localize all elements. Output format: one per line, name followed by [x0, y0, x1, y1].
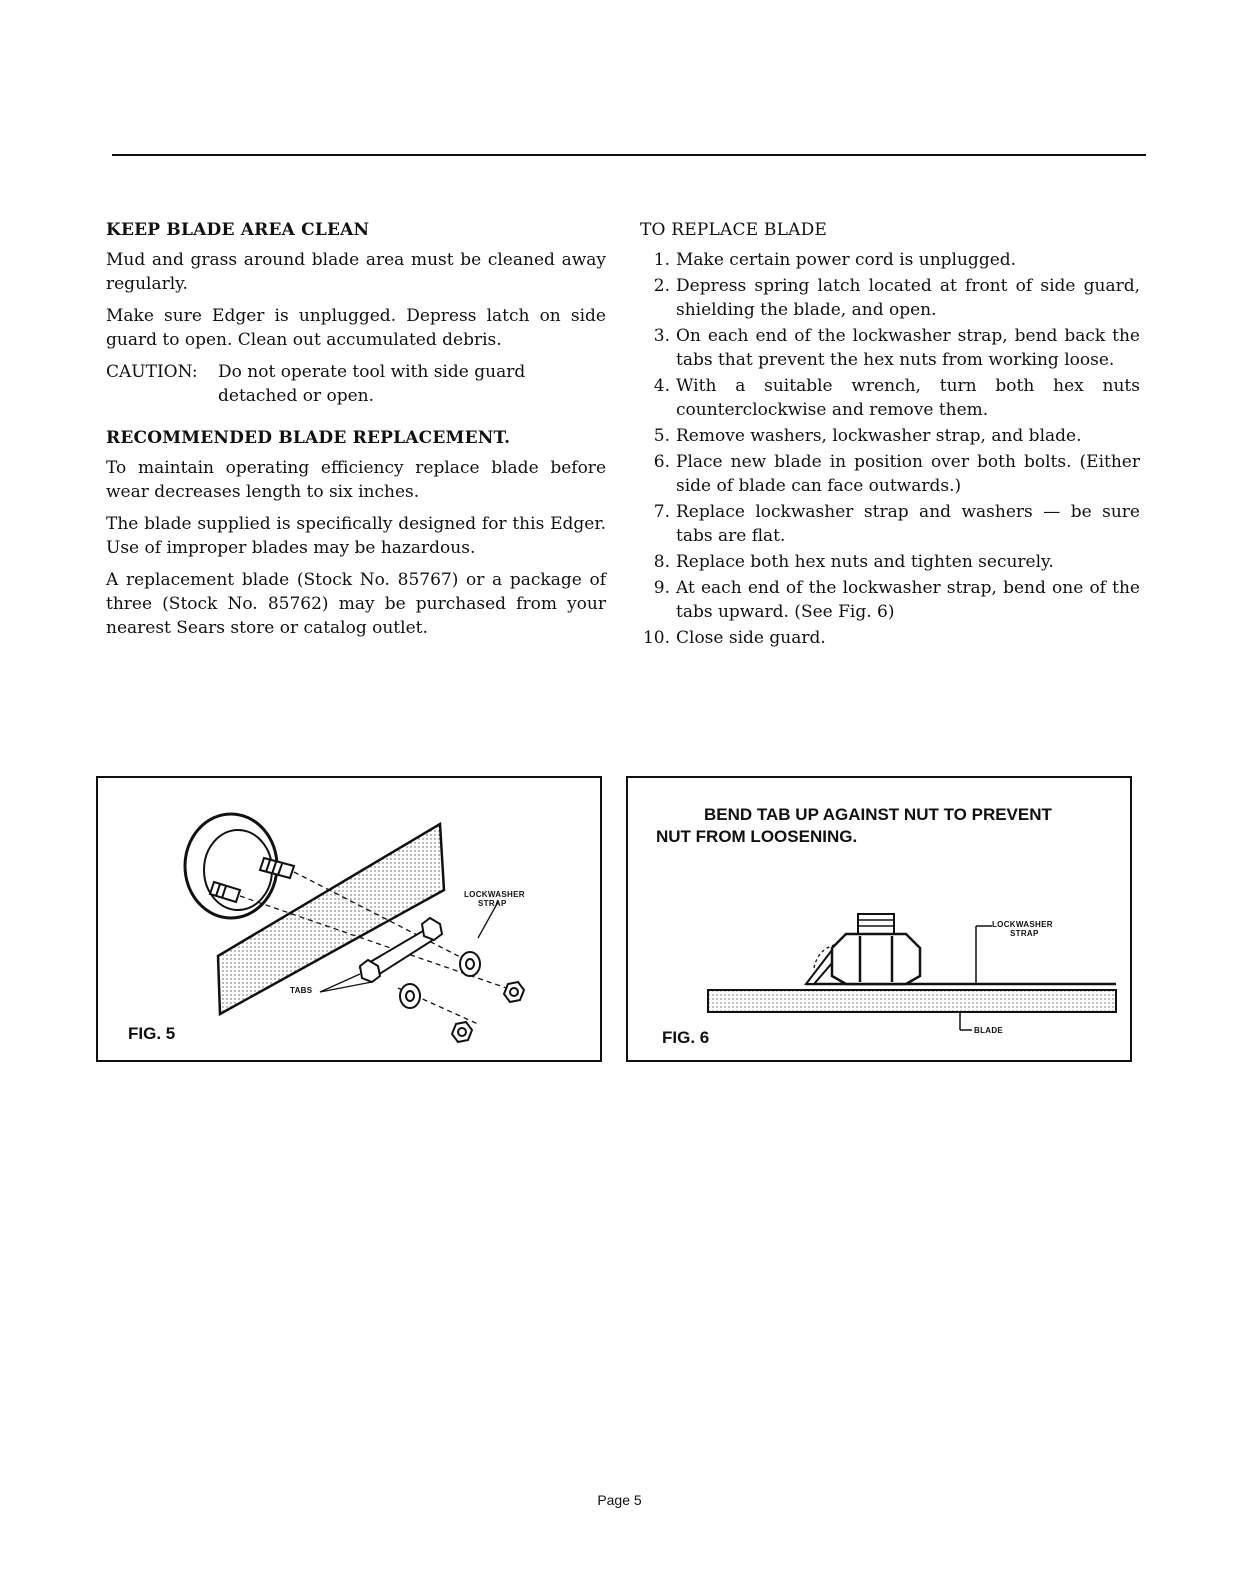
keep-paragraph-1: Mud and grass around blade area must be cleaned away regularly.	[106, 250, 606, 294]
left-column	[106, 218, 606, 648]
nut-2	[452, 1022, 472, 1042]
list-item	[640, 374, 1140, 422]
list-item	[640, 324, 1140, 372]
right-column	[640, 218, 1140, 652]
nut-1	[504, 982, 524, 1002]
step-text: On each end of the lockwasher strap, bend back the tabs that prevent the hex nuts from working loose.	[676, 326, 1140, 370]
step-text: At each end of the lockwasher strap, bend one of the tabs upward. (See Fig. 6)	[676, 578, 1140, 622]
lockwasher-label-line-2: STRAP	[478, 899, 507, 908]
caution-label: CAUTION:	[106, 362, 198, 382]
bolt-thread	[858, 914, 894, 934]
step-text: Place new blade in position over both bolts. (Either side of blade can face outwards.)	[676, 452, 1140, 496]
step-text: Remove washers, lockwasher strap, and blade.	[676, 426, 1082, 446]
recommended-paragraph-2: The blade supplied is specifically designed for this Edger. Use of improper blades may be hazardous.	[106, 514, 606, 558]
washer-2	[400, 984, 420, 1008]
step-text: Replace lockwasher strap and washers — be sure tabs are flat.	[676, 502, 1140, 546]
blade-bar	[708, 990, 1116, 1012]
lockwasher-label-line-1: LOCKWASHER	[992, 920, 1053, 929]
list-item	[640, 500, 1140, 548]
step-number: 7.	[653, 502, 670, 522]
page-number: Page 5	[597, 1492, 642, 1508]
recommended-paragraph-1: To maintain operating efficiency replace blade before wear decreases length to six inches.	[106, 458, 606, 502]
list-item	[640, 424, 1140, 448]
step-number: 2.	[653, 276, 670, 296]
blade-assembly-illustration	[98, 778, 600, 1060]
recommended-heading: RECOMMENDED BLADE REPLACEMENT.	[106, 428, 511, 448]
step-number: 10.	[642, 628, 670, 648]
list-item	[640, 450, 1140, 498]
step-text: Replace both hex nuts and tighten securely.	[676, 552, 1054, 572]
lockwasher-label-line-1: LOCKWASHER	[464, 890, 525, 899]
step-text: Close side guard.	[676, 628, 826, 648]
caution-note	[106, 360, 606, 408]
caption-line-1: BEND TAB UP AGAINST NUT TO PREVENT	[704, 805, 1052, 824]
replace-steps-list	[640, 248, 1140, 650]
list-item	[640, 248, 1140, 272]
hex-nut	[832, 934, 920, 984]
keep-blade-heading: KEEP BLADE AREA CLEAN	[106, 220, 370, 240]
lockwasher-strap-label	[992, 920, 1053, 938]
step-text: Depress spring latch located at front of side guard, shielding the blade, and open.	[676, 276, 1140, 320]
keep-paragraph-2: Make sure Edger is unplugged. Depress latch on side guard to open. Clean out accumulated debris.	[106, 306, 606, 350]
step-number: 5.	[653, 426, 670, 446]
washer-1	[460, 952, 480, 976]
recommended-paragraph-3: A replacement blade (Stock No. 85767) or a package of three (Stock No. 85762) may be purchased from your nearest Sears store or catalog outlet.	[106, 570, 606, 638]
tabs-label: TABS	[290, 986, 313, 995]
figure-5-label: FIG. 5	[128, 1024, 176, 1043]
figure-6	[626, 776, 1132, 1062]
lockwasher-label-line-2: STRAP	[1010, 929, 1039, 938]
replace-blade-heading: TO REPLACE BLADE	[640, 220, 828, 240]
top-rule	[112, 154, 1146, 156]
list-item	[640, 576, 1140, 624]
list-item	[640, 274, 1140, 322]
list-item	[640, 550, 1140, 574]
blade-label: BLADE	[974, 1026, 1004, 1035]
figure-5	[96, 776, 602, 1062]
step-text: With a suitable wrench, turn both hex nuts counterclockwise and remove them.	[676, 376, 1140, 420]
caution-text: Do not operate tool with side guard detached or open.	[218, 362, 526, 406]
step-number: 4.	[653, 376, 670, 396]
figure-6-label: FIG. 6	[662, 1028, 710, 1047]
step-number: 8.	[653, 552, 670, 572]
bent-tab-illustration	[628, 778, 1130, 1060]
list-item	[640, 626, 1140, 650]
caption-line-2: NUT FROM LOOSENING.	[656, 827, 858, 846]
step-number: 3.	[653, 326, 670, 346]
step-text: Make certain power cord is unplugged.	[676, 250, 1017, 270]
lockwasher-strap-label	[464, 890, 525, 908]
step-number: 6.	[653, 452, 670, 472]
step-number: 9.	[653, 578, 670, 598]
step-number: 1.	[653, 250, 670, 270]
